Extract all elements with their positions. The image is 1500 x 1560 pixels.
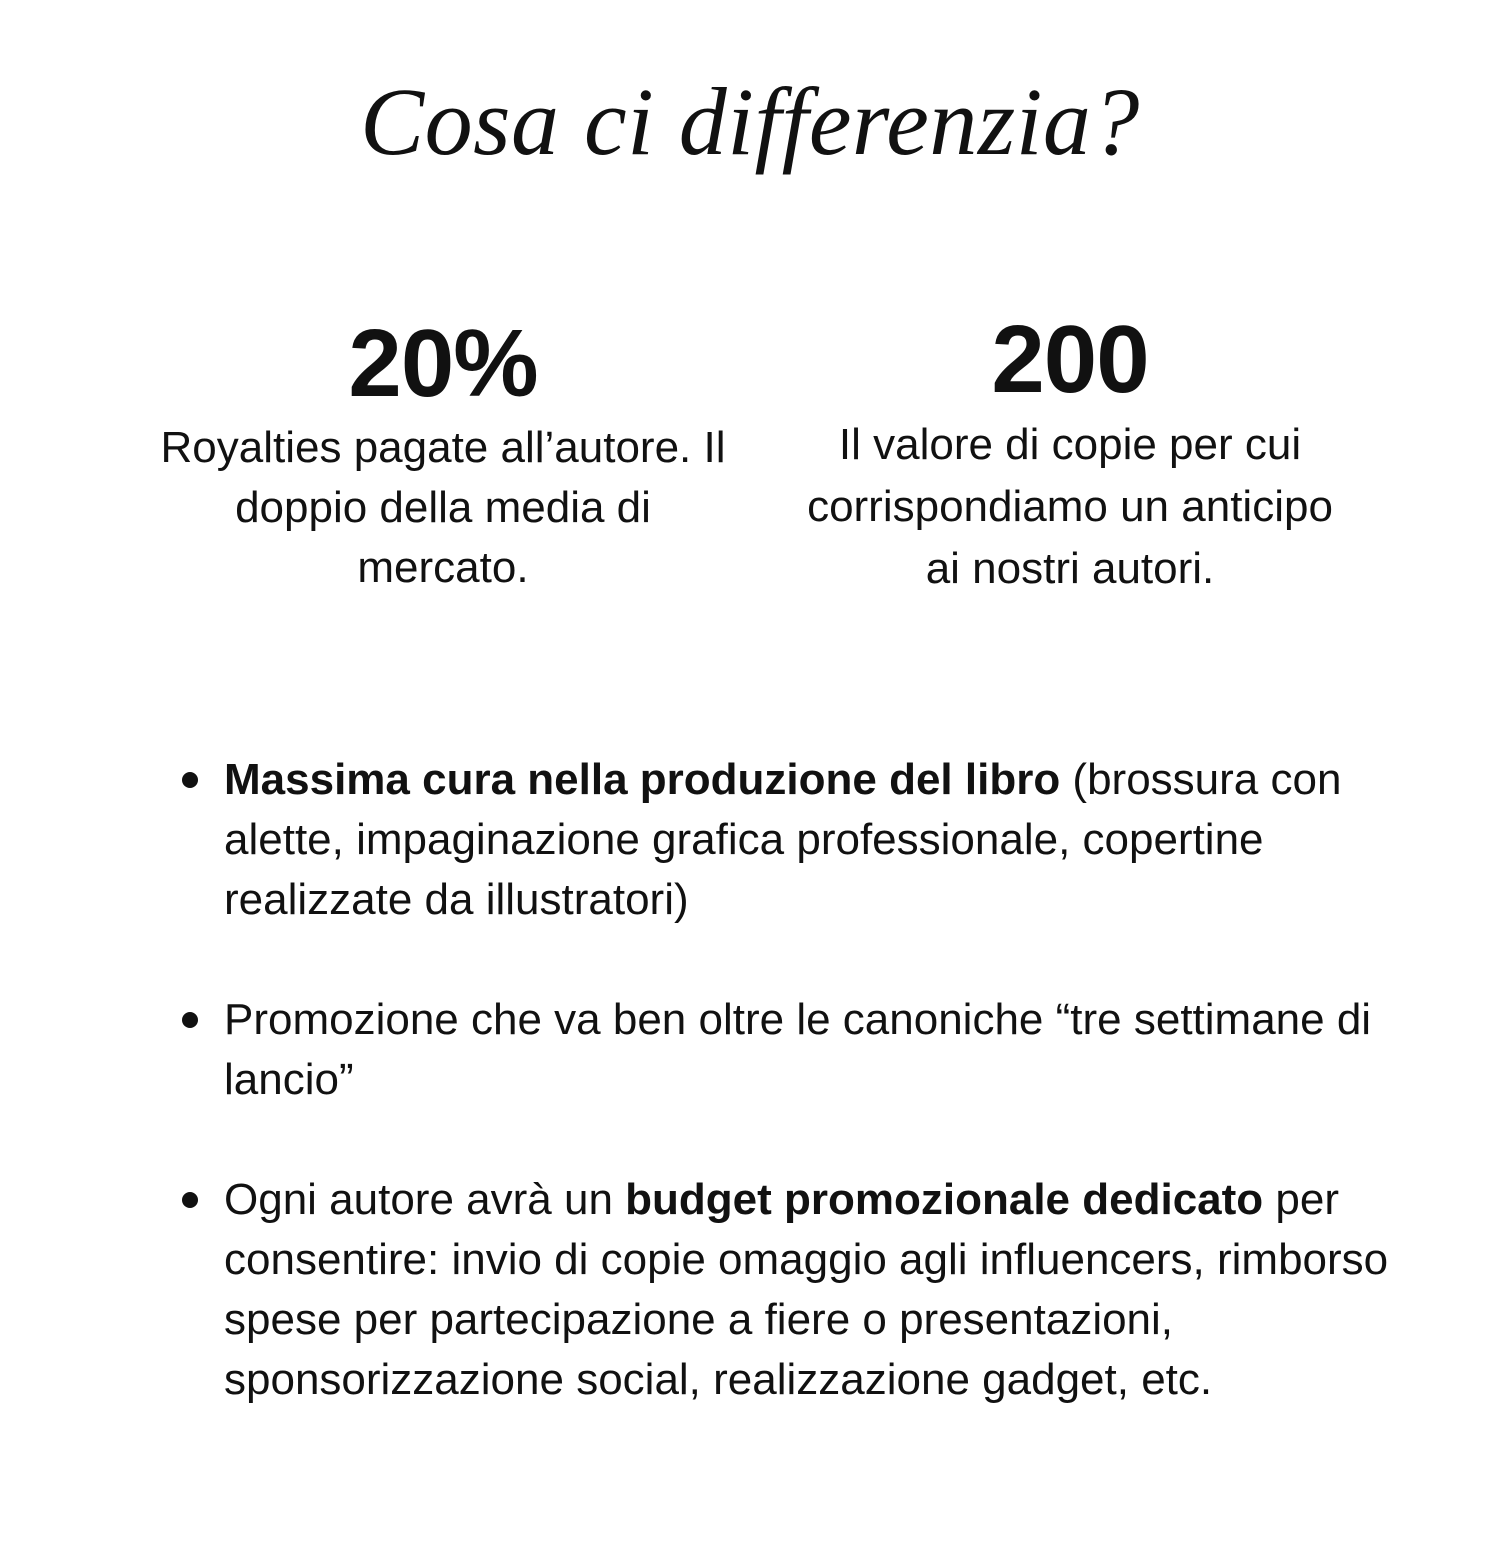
- bullet-icon: [182, 1012, 198, 1028]
- stat-value: 200: [991, 306, 1149, 413]
- stat-royalties: [160, 310, 726, 598]
- stat-value: 20%: [348, 310, 538, 417]
- feature-text: Promozione che va ben oltre le canoniche “tre settimane di lancio”: [224, 995, 1372, 1104]
- feature-bold-mid: budget promozionale dedicato: [625, 1175, 1264, 1224]
- stat-description: Il valore di copie per cui corrispondiamo un anticipo ai nostri autori.: [807, 420, 1333, 593]
- feature-bold-lead: Massima cura nella produzione del libro: [224, 755, 1061, 804]
- stat-copies-advance: [790, 306, 1350, 600]
- feature-text: (brossura con alette, impaginazione grafica professionale, copertine realizzate da illustratori): [224, 755, 1342, 924]
- list-item: [180, 750, 1430, 930]
- feature-text-before: Ogni autore avrà un: [224, 1175, 626, 1224]
- bullet-icon: [182, 772, 198, 788]
- feature-text-after: per consentire: invio di copie omaggio agli influencers, rimborso spese per partecipazione a fiere o presentazioni, sponsorizzazione social, realizzazione gadget, etc.: [224, 1175, 1389, 1404]
- page-title: Cosa ci differenzia?: [360, 68, 1140, 175]
- list-item: [180, 1170, 1430, 1410]
- bullet-icon: [182, 1192, 198, 1208]
- list-item: [180, 990, 1430, 1110]
- stat-description: Royalties pagate all’autore. Il doppio della media di mercato.: [160, 423, 726, 592]
- feature-list: [180, 750, 1430, 1470]
